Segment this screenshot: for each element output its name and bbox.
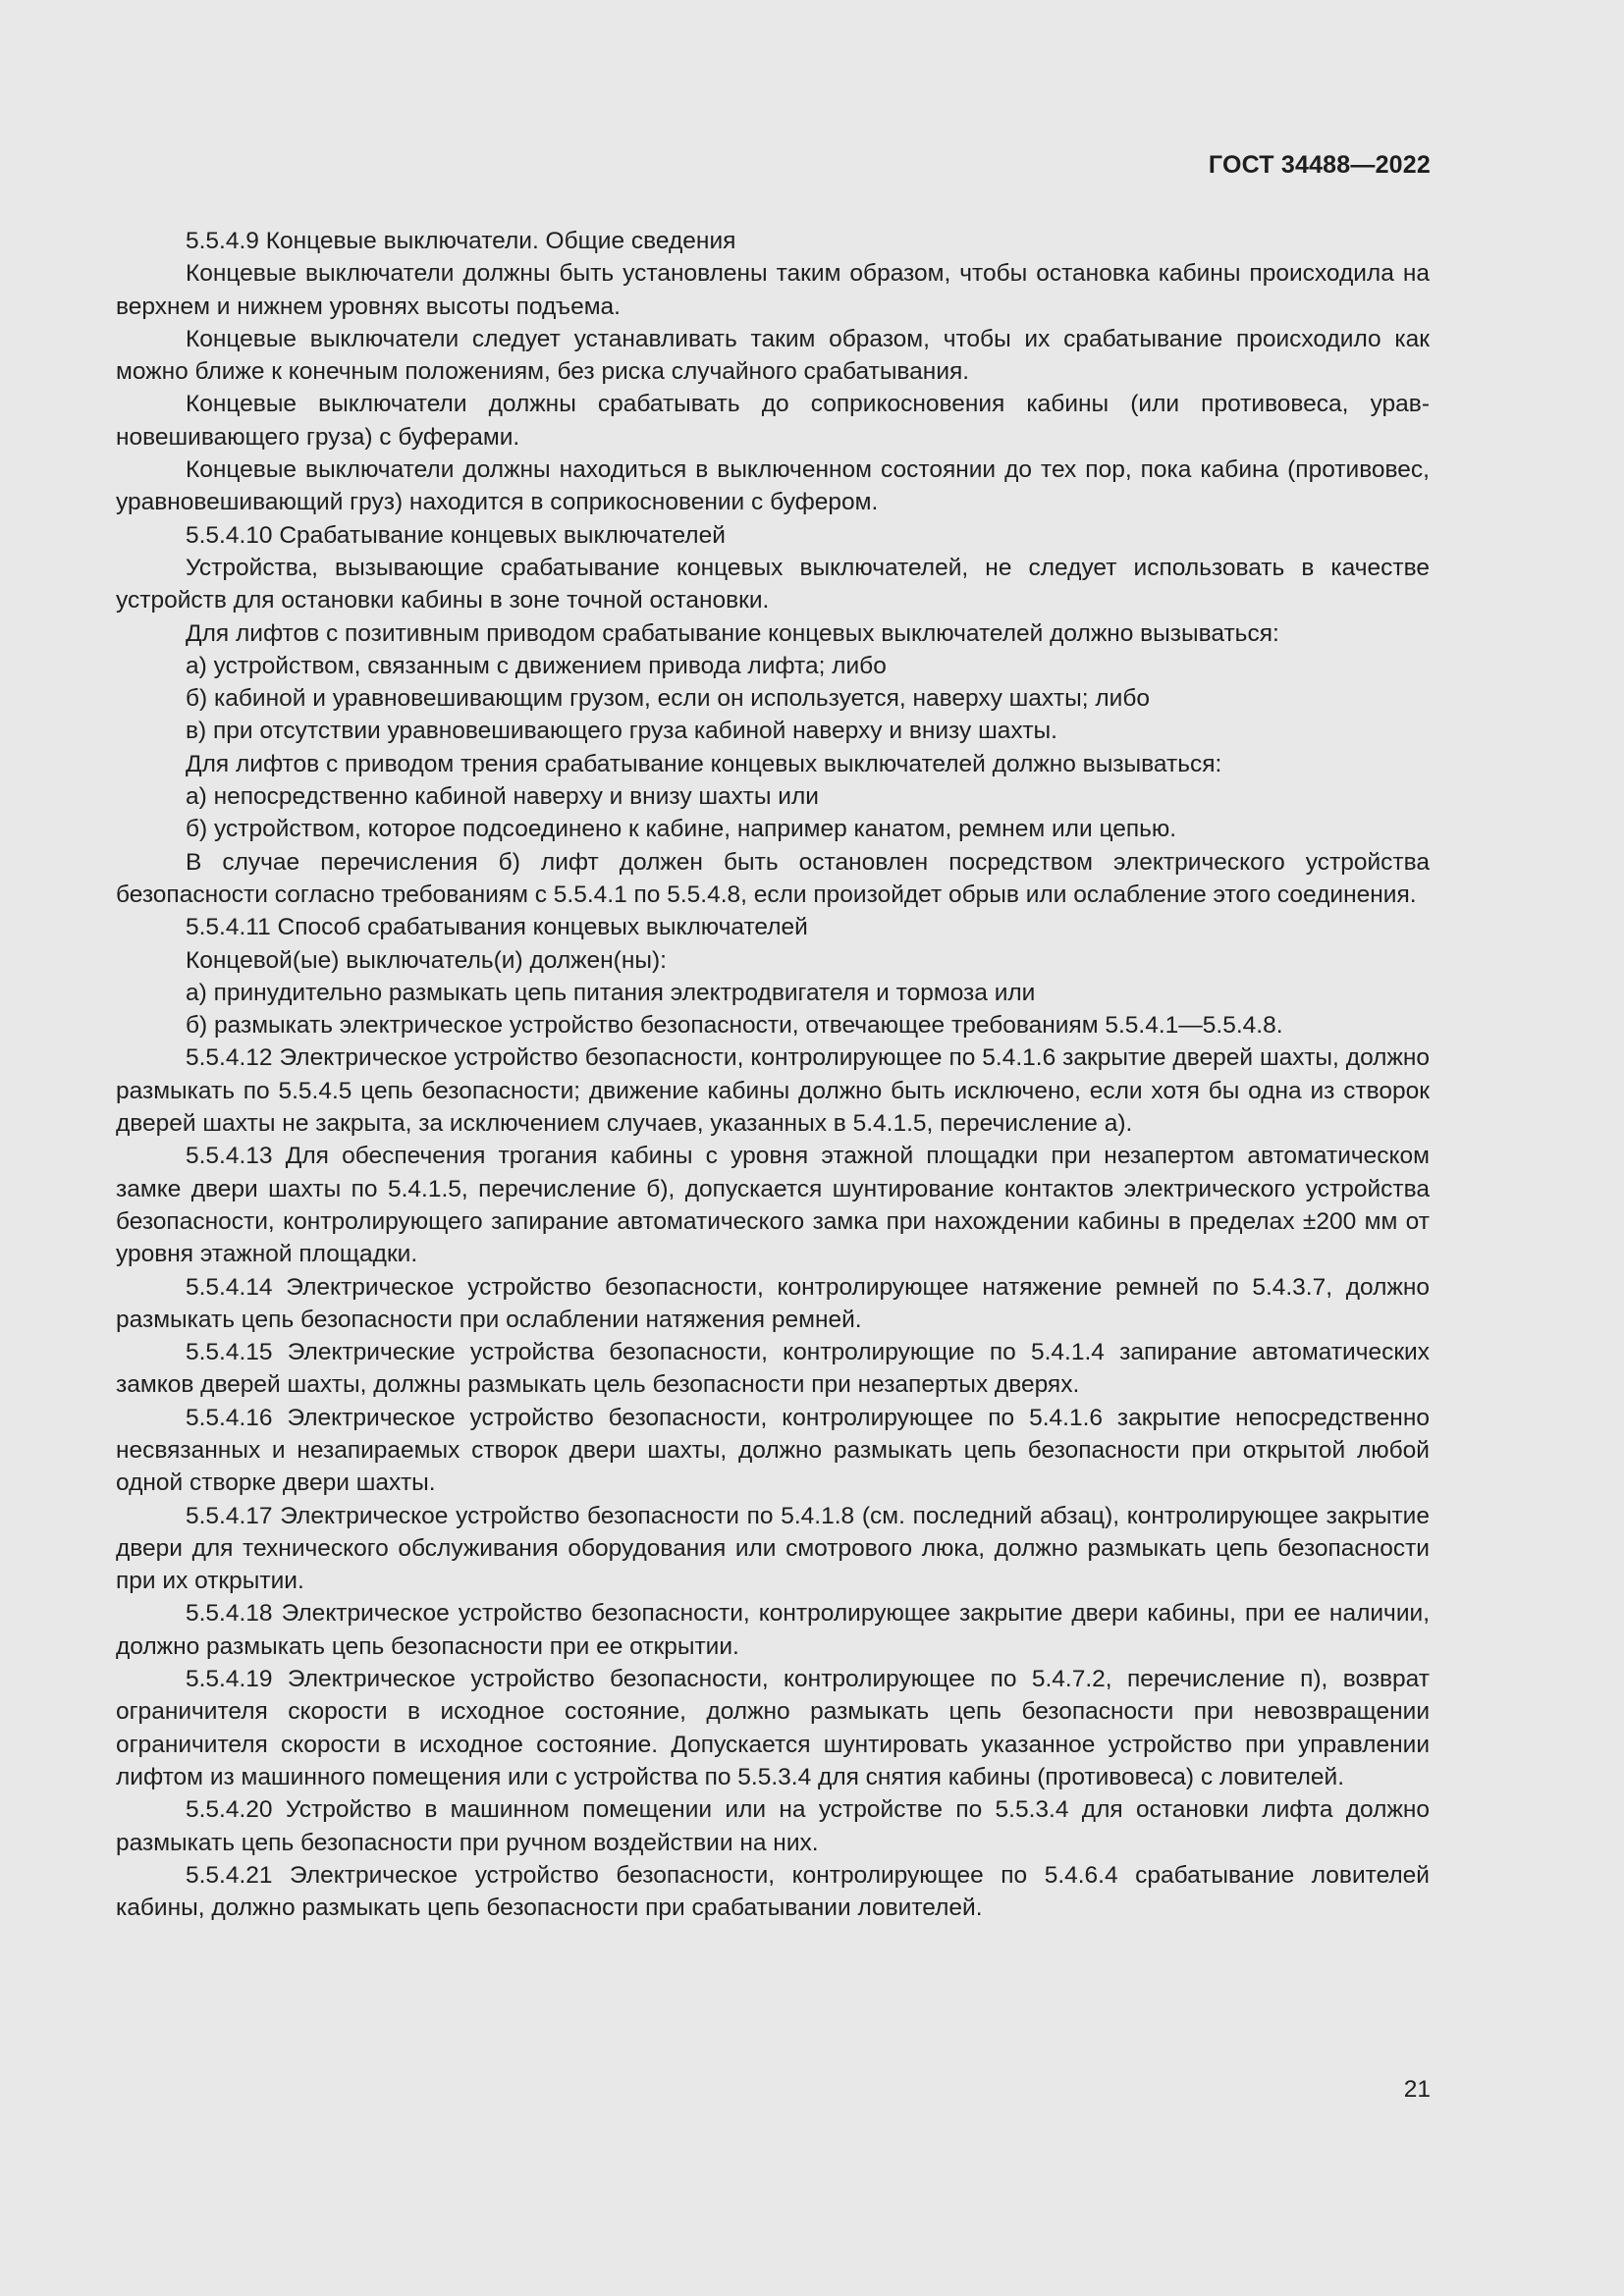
body-paragraph: 5.5.4.10 Срабатывание концевых выключателей [186, 521, 726, 549]
body-paragraph: Концевые выключатели должны срабатывать до соприкосновения кабины (или противовеса, уравновешивающего груза) с буферами. [116, 391, 1430, 451]
body-paragraph: 5.5.4.17 Электрическое устройство безопасности по 5.4.1.8 (см. последний абзац), контролирующее закрытие двери для технического обслуживания оборудования или смотрового люка, должно размыкать цепь безопасности при их открытии. [116, 1502, 1430, 1595]
body-paragraph: Для лифтов с позитивным приводом срабатывание концевых выключателей должно вызываться: [186, 619, 1279, 647]
document-standard-number: ГОСТ 34488—2022 [1208, 151, 1431, 179]
body-paragraph: 5.5.4.13 Для обеспечения трогания кабины с уровня этажной площадки при незапертом автоматическом замке двери шахты по 5.4.1.5, перечисление б), допускается шунтирование контактов электрического устройства безопасности, контролирующего запирание автоматического замка при нахождении кабины в пределах ±200 мм от уровня этажной площадки. [116, 1143, 1430, 1268]
body-paragraph: В случае перечисления б) лифт должен быть остановлен посредством электрического устройства безопасности согласно требованиям с 5.5.4.1 по 5.5.4.8, если произойдет обрыв или ослабление этого соединения. [116, 848, 1430, 908]
body-paragraph: 5.5.4.16 Электрическое устройство безопасности, контролирующее по 5.4.1.6 закрытие непосредственно несвязанных и незапираемых створок двери шахты, должно размыкать цепь безопасности при открытой любой одной створке двери шахты. [116, 1404, 1430, 1497]
body-paragraph: Устройства, вызывающие срабатывание концевых выключателей, не следует использовать в качестве устройств для остановки кабины в зоне точной остановки. [116, 554, 1430, 614]
page-number: 21 [1403, 2076, 1431, 2103]
body-paragraph: 5.5.4.20 Устройство в машинном помещении или на устройстве по 5.5.3.4 для остановки лифта должно размыкать цепь безопасности при ручном воздействии на них. [116, 1796, 1430, 1856]
body-paragraph: 5.5.4.21 Электрическое устройство безопасности, контролирующее по 5.4.6.4 срабатывание ловителей кабины, должно размыкать цепь безопасности при срабатывании ловителей. [116, 1861, 1430, 1922]
body-paragraph: Концевые выключатели должны находиться в выключенном состоянии до тех пор, пока кабина (противовес, уравновешивающий груз) находится в соприкосновении с буфером. [116, 456, 1430, 516]
body-paragraph: Для лифтов с приводом трения срабатывание концевых выключателей должно вызываться: [186, 750, 1222, 777]
body-paragraph: а) принудительно размыкать цепь питания электродвигателя и тормоза или [186, 979, 1036, 1006]
body-paragraph: б) устройством, которое подсоединено к кабине, например канатом, ремнем или цепью. [186, 816, 1177, 843]
body-paragraph: б) размыкать электрическое устройство безопасности, отвечающее требованиям 5.5.4.1—5.5.4.8. [186, 1012, 1283, 1040]
body-paragraph: 5.5.4.9 Концевые выключатели. Общие сведения [186, 228, 736, 254]
body-paragraph: 5.5.4.12 Электрическое устройство безопасности, контролирующее по 5.4.1.6 закрытие дверей шахты, должно размыкать по 5.5.4.5 цепь безопасности; движение кабины должно быть исключено, если хотя бы одна из створок дверей шахты не закрыта, за исключением случаев, указанных в 5.4.1.5, перечисление а). [116, 1044, 1430, 1138]
body-paragraph: 5.5.4.11 Способ срабатывания концевых выключателей [186, 914, 808, 941]
body-paragraph: 5.5.4.18 Электрическое устройство безопасности, контролирующее закрытие двери кабины, при ее наличии, должно размыкать цепь безопасности при ее открытии. [116, 1600, 1430, 1660]
document-body [116, 225, 1430, 1924]
body-paragraph: а) устройством, связанным с движением привода лифта; либо [186, 652, 887, 679]
body-paragraph: в) при отсутствии уравновешивающего груза кабиной наверху и внизу шахты. [186, 718, 1057, 745]
body-paragraph: Концевые выключатели следует устанавливать таким образом, чтобы их срабатывание происходило как можно ближе к конечным положениям, без риска случайного срабатывания. [116, 325, 1430, 386]
body-paragraph: 5.5.4.15 Электрические устройства безопасности, контролирующие по 5.4.1.4 запирание автоматических замков дверей шахты, должны размыкать цель безопасности при незапертых дверях. [116, 1339, 1430, 1399]
body-paragraph: Концевой(ые) выключатель(и) должен(ны): [186, 946, 667, 974]
body-paragraph: 5.5.4.19 Электрическое устройство безопасности, контролирующее по 5.4.7.2, перечисление п), возврат ограничителя скорости в исходное состояние, должно размыкать цепь безопасности при невозвращении ограничителя скорости в исходное состояние. Допускается шунтировать указанное устройство при управлении лифтом из машинного помещения или с устройства по 5.5.3.4 для снятия кабины (противовеса) с ловителей. [116, 1666, 1430, 1790]
body-paragraph: а) непосредственно кабиной наверху и внизу шахты или [186, 783, 819, 811]
body-paragraph: б) кабиной и уравновешивающим грузом, если он используется, наверху шахты; либо [186, 685, 1150, 713]
body-paragraph: Концевые выключатели должны быть установлены таким образом, чтобы остановка кабины происходила на верхнем и нижнем уровнях высоты подъема. [116, 260, 1430, 320]
body-paragraph: 5.5.4.14 Электрическое устройство безопасности, контролирующее натяжение ремней по 5.4.3.7, должно размыкать цепь безопасности при ослаблении натяжения ремней. [116, 1273, 1430, 1333]
